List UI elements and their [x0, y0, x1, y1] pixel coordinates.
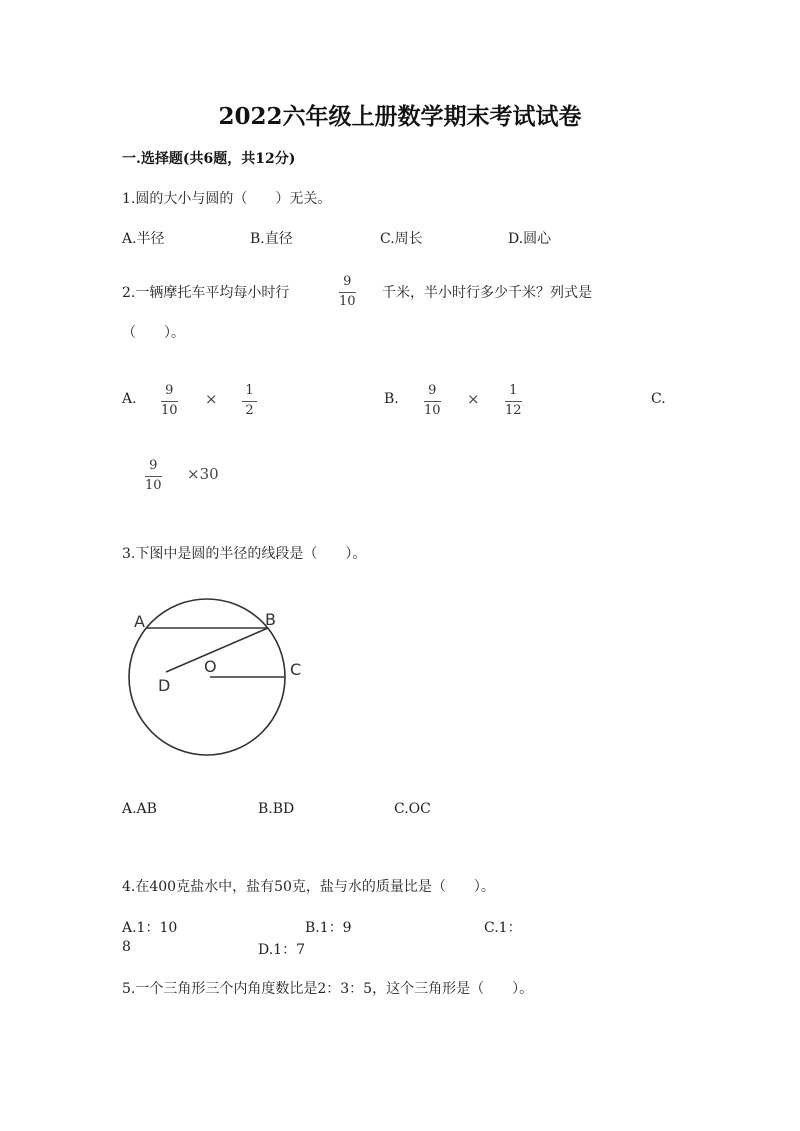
point-b-label: B — [265, 610, 276, 629]
point-c-label: C — [290, 660, 302, 679]
point-d-label: D — [158, 676, 171, 695]
segment-bd — [166, 628, 268, 672]
question-2-option-b-fraction-2 — [505, 384, 522, 419]
question-2-stem-line2: （ ）。 — [122, 325, 185, 341]
question-4-stem: 4.在400克盐水中，盐有50克，盐与水的质量比是（ ）。 — [122, 879, 495, 895]
question-1-option-c: C.周长 — [380, 231, 423, 247]
fraction-numerator: 9 — [343, 274, 352, 289]
question-2-option-a-operator: × — [205, 390, 218, 408]
page-title: 2022六年级上册数学期末考试试卷 — [218, 103, 582, 130]
question-2-option-c-fraction — [145, 459, 162, 494]
question-5-stem: 5.一个三角形三个内角度数比是2：3：5，这个三角形是（ ）。 — [122, 981, 534, 997]
question-4-option-c-continued: 8 — [122, 939, 131, 955]
fraction-numerator: 9 — [428, 383, 437, 398]
question-3-option-b: B.BD — [258, 801, 295, 817]
fraction-denominator: 10 — [339, 293, 356, 309]
point-a-label: A — [134, 612, 145, 631]
question-2-option-b-operator: × — [467, 390, 480, 408]
fraction-denominator: 2 — [245, 402, 254, 418]
fraction-bar — [145, 476, 162, 477]
question-4-option-a: A.1：10 — [122, 920, 178, 936]
fraction-bar — [161, 401, 178, 402]
question-4-option-b: B.1：9 — [305, 920, 352, 936]
question-2-stem-prefix: 2.一辆摩托车平均每小时行 — [122, 285, 290, 301]
question-3-option-c: C.OC — [394, 801, 431, 817]
question-2-option-c-operator: ×30 — [187, 465, 219, 483]
fraction-denominator: 10 — [161, 402, 178, 418]
circle-radius-figure — [120, 590, 320, 770]
question-2-option-b-label: B. — [384, 391, 399, 407]
fraction-numerator: 9 — [165, 383, 174, 398]
fraction-denominator: 10 — [145, 477, 162, 493]
question-1-stem: 1.圆的大小与圆的（ ）无关。 — [122, 191, 332, 207]
fraction-bar — [424, 401, 441, 402]
fraction-bar — [505, 401, 522, 402]
question-4-option-d: D.1：7 — [258, 942, 305, 958]
question-3-stem: 3.下图中是圆的半径的线段是（ ）。 — [122, 546, 367, 562]
question-2-option-c-label: C. — [651, 391, 666, 407]
question-2-option-a-fraction-1 — [161, 384, 178, 419]
question-2-option-a-fraction-2 — [242, 384, 257, 419]
question-1-option-d: D.圆心 — [508, 231, 552, 247]
fraction-denominator: 10 — [424, 402, 441, 418]
fraction-numerator: 9 — [149, 458, 158, 473]
section-heading: 一.选择题(共6题，共12分) — [122, 151, 296, 167]
question-2-fraction — [339, 275, 356, 310]
question-1-option-a: A.半径 — [122, 231, 165, 247]
fraction-denominator: 12 — [505, 402, 522, 418]
question-2-stem-suffix: 千米，半小时行多少千米？列式是 — [382, 285, 592, 301]
question-3-option-a: A.AB — [122, 801, 157, 817]
fraction-numerator: 1 — [509, 383, 518, 398]
fraction-bar — [339, 292, 356, 293]
question-2-option-b-fraction-1 — [424, 384, 441, 419]
point-o-label: O — [204, 657, 217, 676]
question-4-option-c: C.1： — [484, 920, 522, 936]
question-2-option-a-label: A. — [122, 391, 137, 407]
fraction-numerator: 1 — [245, 383, 254, 398]
question-1-option-b: B.直径 — [250, 231, 293, 247]
fraction-bar — [242, 401, 257, 402]
